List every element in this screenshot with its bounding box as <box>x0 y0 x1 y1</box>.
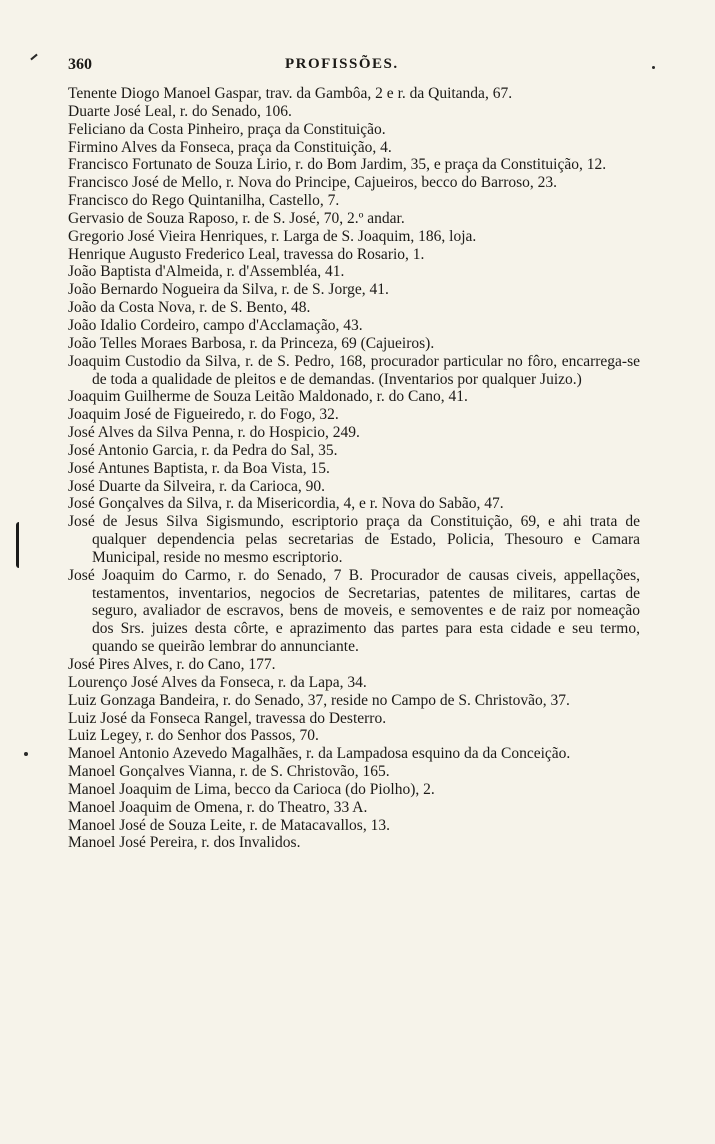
directory-entries <box>60 85 640 852</box>
directory-entry: Manoel José de Souza Leite, r. de Matacavallos, 13. <box>68 816 390 834</box>
directory-entry: Francisco Fortunato de Souza Lirio, r. do Bom Jardim, 35, e praça da Constituição, 12. <box>68 156 607 174</box>
directory-entry: Manoel Gonçalves Vianna, r. de S. Christovão, 165. <box>68 763 390 781</box>
directory-entry: Henrique Augusto Frederico Leal, travessa do Rosario, 1. <box>68 245 425 263</box>
directory-entry: Joaquim José de Figueiredo, r. do Fogo, 32. <box>68 406 339 424</box>
directory-entry: Luiz Legey, r. do Senhor dos Passos, 70. <box>68 727 319 745</box>
binding-mark <box>16 522 25 568</box>
page-number: 360 <box>68 56 92 73</box>
directory-entry: José Antunes Baptista, r. da Boa Vista, 15. <box>68 459 330 477</box>
directory-entry: João Telles Moraes Barbosa, r. da Princeza, 69 (Cajueiros). <box>68 334 435 352</box>
directory-entry: Manoel Joaquim de Lima, becco da Carioca (do Piolho), 2. <box>68 780 435 798</box>
directory-entry: Manoel Joaquim de Omena, r. do Theatro, 33 A. <box>68 798 368 816</box>
directory-entry: Francisco do Rego Quintanilha, Castello, 7. <box>68 192 340 210</box>
ink-mark <box>24 752 28 756</box>
running-head: PROFISSÕES. <box>285 56 399 72</box>
directory-entry: José Joaquim do Carmo, r. do Senado, 7 B. Procurador de causas civeis, appellações, testamentos, inventarios, negocios de Secretarias, patentes de militares, cartas de seguro, avaliador de escravos, bens de moveis, e semoventes e de raiz por nomeação dos Srs. juizes desta côrte, e aprazimento das partes para esta cidade e seu termo, quando se queirão lembrar do annunciante. <box>68 566 640 656</box>
directory-entry: João Baptista d'Almeida, r. d'Assembléa, 41. <box>68 263 345 281</box>
directory-entry: Luiz José da Fonseca Rangel, travessa do Desterro. <box>68 709 387 727</box>
directory-entry: Joaquim Guilherme de Souza Leitão Maldonado, r. do Cano, 41. <box>68 388 468 406</box>
directory-entry: José Gonçalves da Silva, r. da Misericordia, 4, e r. Nova do Sabão, 47. <box>68 495 504 513</box>
directory-entry: Gregorio José Vieira Henriques, r. Larga de S. Joaquim, 186, loja. <box>68 227 477 245</box>
page-header <box>60 54 640 80</box>
directory-entry: José Pires Alves, r. do Cano, 177. <box>68 656 276 673</box>
directory-entry: Lourenço José Alves da Fonseca, r. da Lapa, 34. <box>68 673 367 691</box>
directory-entry: José de Jesus Silva Sigismundo, escriptorio praça da Constituição, 69, e ahi trata de qualquer dependencia pelas secretarias de Estado, Policia, Thesouro e Camara Municipal, reside no mesmo escriptorio. <box>68 513 640 566</box>
directory-entry: Duarte José Leal, r. do Senado, 106. <box>68 102 292 120</box>
directory-entry: Manoel José Pereira, r. dos Invalidos. <box>68 834 301 852</box>
directory-entry: Feliciano da Costa Pinheiro, praça da Constituição. <box>68 120 386 138</box>
directory-entry: Gervasio de Souza Raposo, r. de S. José, 70, 2.º andar. <box>68 209 405 227</box>
directory-entry: Francisco José de Mello, r. Nova do Principe, Cajueiros, becco do Barroso, 23. <box>68 174 558 192</box>
ink-mark <box>30 54 37 61</box>
directory-entry: Joaquim Custodio da Silva, r. de S. Pedro, 168, procurador particular no fôro, encarrega-se de toda a qualidade de pleitos e de demandas. (Inventarios por qualquer Juizo.) <box>68 352 640 388</box>
directory-entry: João Bernardo Nogueira da Silva, r. de S. Jorge, 41. <box>68 281 389 299</box>
directory-entry: José Duarte da Silveira, r. da Carioca, 90. <box>68 477 325 495</box>
directory-entry: João da Costa Nova, r. de S. Bento, 48. <box>68 299 311 317</box>
directory-entry: Luiz Gonzaga Bandeira, r. do Senado, 37, reside no Campo de S. Christovão, 37. <box>68 691 570 709</box>
directory-entry: José Alves da Silva Penna, r. do Hospicio, 249. <box>68 424 360 442</box>
directory-entry: Tenente Diogo Manoel Gaspar, trav. da Gambôa, 2 e r. da Quitanda, 67. <box>68 85 513 102</box>
directory-entry: Manoel Antonio Azevedo Magalhães, r. da Lampadosa esquino da da Conceição. <box>68 745 571 763</box>
directory-entry: José Antonio Garcia, r. da Pedra do Sal, 35. <box>68 441 338 459</box>
directory-entry: João Idalio Cordeiro, campo d'Acclamação, 43. <box>68 316 363 334</box>
directory-entry: Firmino Alves da Fonseca, praça da Constituição, 4. <box>68 138 392 156</box>
ink-mark <box>652 66 655 69</box>
